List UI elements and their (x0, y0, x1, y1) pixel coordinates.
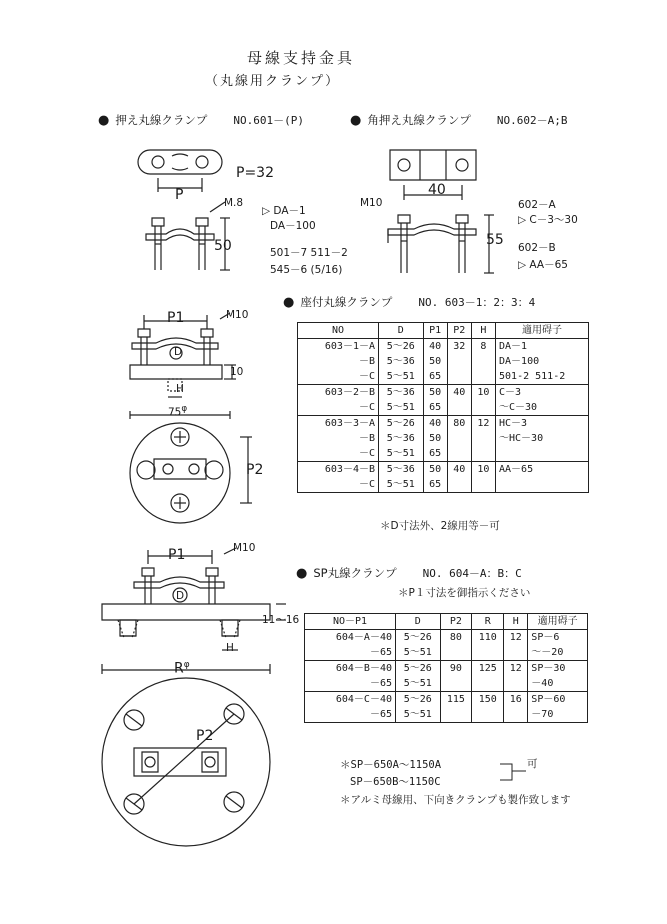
table-cell: 40 (423, 416, 447, 432)
section-602-heading (350, 112, 567, 128)
table-row (305, 645, 588, 661)
col-header: D (396, 614, 441, 630)
table-cell: －C (298, 477, 379, 493)
table-cell: 10 (471, 385, 495, 401)
sp-line-1: ＊SP－650A～1150A (340, 759, 442, 771)
section-604-code: NO. 604－A：B：C (422, 567, 522, 580)
table-cell (471, 369, 495, 385)
section-604-heading (296, 565, 522, 581)
insulator-601-1: ▷ DA－1 (262, 205, 306, 217)
table-cell: 40 (447, 462, 471, 478)
table-cell (504, 707, 528, 723)
dim-r-604: $R^\varphi$ (174, 660, 190, 677)
table-cell: AA－65 (496, 462, 589, 478)
table-row (298, 477, 589, 493)
table-cell (440, 645, 472, 661)
table-cell: 50 (423, 462, 447, 478)
table-cell: 604－C－40 (305, 692, 396, 708)
table-cell (471, 354, 495, 369)
table-cell: 5～36 (379, 462, 424, 478)
table-cell: C－3 (496, 385, 589, 401)
clamp-601-drawing (130, 140, 250, 290)
page-subtitle: （丸線用クランプ） (205, 74, 341, 89)
bracket-icon (500, 762, 530, 782)
col-header: NO－P1 (305, 614, 396, 630)
col-header: 適用碍子 (496, 323, 589, 339)
dim-40: 40 (428, 182, 446, 198)
dim-p-601: P (175, 187, 184, 203)
bullet-icon: ● (350, 113, 362, 128)
section-604-subnote: ＊P１寸法を御指示ください (398, 587, 531, 599)
table-header-row (298, 323, 589, 339)
sp-ok: 可 (527, 758, 538, 770)
table-cell: －65 (305, 676, 396, 692)
table-cell: 80 (440, 630, 472, 646)
table-header-row (305, 614, 588, 630)
label-m10-603: M10 (226, 309, 249, 321)
col-header: D (379, 323, 424, 339)
table-cell: 5～51 (379, 446, 424, 462)
table-cell (471, 446, 495, 462)
table-cell: 65 (423, 369, 447, 385)
table-cell: 50 (423, 354, 447, 369)
label-m10-602: M10 (360, 197, 383, 209)
section-602-code: NO.602－A;B (496, 114, 568, 127)
table-603-note: ＊D寸法外、2線用等－可 (380, 520, 500, 532)
table-cell: 12 (471, 416, 495, 432)
table-cell: SP－60 (528, 692, 588, 708)
section-603-heading (283, 294, 535, 310)
section-601-name: 押え丸線クランプ (115, 113, 208, 127)
table-cell (447, 400, 471, 416)
table-603 (297, 322, 589, 493)
table-cell: 5～26 (396, 661, 441, 677)
table-cell: 5～36 (379, 431, 424, 446)
table-cell: 12 (504, 630, 528, 646)
dim-h-603: H (176, 383, 184, 395)
table-row (305, 676, 588, 692)
clamp-603-drawing (112, 305, 282, 530)
bullet-icon: ● (98, 113, 110, 128)
table-cell: 5～51 (396, 707, 441, 723)
insulator-602-1: 602－A (518, 199, 556, 211)
table-cell: SP－6 (528, 630, 588, 646)
page-title: 母線支持金具 (247, 49, 356, 67)
table-cell: 604－A－40 (305, 630, 396, 646)
aluminium-note: ＊アルミ母線用、下向きクランプも製作致します (340, 794, 571, 806)
col-header: P2 (440, 614, 472, 630)
table-cell: 603－1－A (298, 339, 379, 355)
table-cell: DA－1 (496, 339, 589, 355)
insulator-601-3: 501－7 511－2 (270, 247, 348, 259)
table-cell: －C (298, 400, 379, 416)
table-cell: 5～26 (396, 630, 441, 646)
insulator-602-4: ▷ AA－65 (518, 259, 568, 271)
table-cell: HC－3 (496, 416, 589, 432)
table-cell: 501-2 511-2 (496, 369, 589, 385)
table-cell: 50 (423, 385, 447, 401)
table-cell: －40 (528, 676, 588, 692)
table-row (305, 661, 588, 677)
table-row (298, 369, 589, 385)
dim-d-604: D (176, 590, 185, 602)
table-cell: 110 (472, 630, 504, 646)
table-604 (304, 613, 588, 723)
table-cell: 90 (440, 661, 472, 677)
insulator-601-4: 545－6 (5/16) (270, 264, 343, 276)
table-cell: －B (298, 354, 379, 369)
table-cell: 125 (472, 661, 504, 677)
table-cell (447, 446, 471, 462)
section-603-code: NO. 603－1：2：3：4 (418, 296, 536, 309)
table-cell: 12 (504, 661, 528, 677)
table-cell (472, 645, 504, 661)
table-row (298, 462, 589, 478)
table-cell: 40 (423, 339, 447, 355)
table-cell: 40 (447, 385, 471, 401)
table-cell: 150 (472, 692, 504, 708)
dim-h-604: H (226, 642, 234, 654)
table-cell: 115 (440, 692, 472, 708)
table-cell: 10 (471, 462, 495, 478)
table-cell: －65 (305, 645, 396, 661)
table-cell: 5～36 (379, 354, 424, 369)
table-cell: 8 (471, 339, 495, 355)
table-cell: －B (298, 431, 379, 446)
table-cell: 603－3－A (298, 416, 379, 432)
table-cell: 65 (423, 400, 447, 416)
table-cell (472, 676, 504, 692)
section-601-code: NO.601－(P) (233, 114, 304, 127)
dim-diameter-603: $75^\varphi$ (168, 404, 188, 419)
table-cell: 5～26 (379, 416, 424, 432)
table-row (298, 416, 589, 432)
table-cell (447, 477, 471, 493)
col-header: P1 (423, 323, 447, 339)
table-cell (447, 431, 471, 446)
table-cell (504, 645, 528, 661)
table-cell (440, 676, 472, 692)
table-cell: SP－30 (528, 661, 588, 677)
insulator-602-3: 602－B (518, 242, 556, 254)
table-cell: 5～51 (396, 645, 441, 661)
table-cell: 65 (423, 477, 447, 493)
bullet-icon: ● (296, 566, 308, 581)
col-header: P2 (447, 323, 471, 339)
table-cell: 603－4－B (298, 462, 379, 478)
table-cell (471, 400, 495, 416)
table-row (305, 630, 588, 646)
table-cell (440, 707, 472, 723)
table-cell: 5～51 (379, 369, 424, 385)
dim-10-603: 10 (230, 366, 244, 378)
table-cell: 50 (423, 431, 447, 446)
table-cell (496, 477, 589, 493)
table-cell: ～C－30 (496, 400, 589, 416)
dim-p1-603: P1 (167, 310, 185, 326)
table-cell: －70 (528, 707, 588, 723)
dim-55: 55 (486, 232, 504, 248)
table-row (298, 431, 589, 446)
label-m10-604: M10 (233, 542, 256, 554)
insulator-602-2: ▷ C－3～30 (518, 214, 578, 226)
col-header: H (504, 614, 528, 630)
table-cell: －C (298, 369, 379, 385)
table-cell: DA－100 (496, 354, 589, 369)
table-cell: 80 (447, 416, 471, 432)
table-row (298, 354, 589, 369)
section-603-name: 座付丸線クランプ (300, 295, 393, 309)
table-cell: －65 (305, 707, 396, 723)
table-cell: 5～51 (396, 676, 441, 692)
table-cell (471, 431, 495, 446)
clamp-604-drawing (90, 540, 290, 840)
table-cell: 604－B－40 (305, 661, 396, 677)
table-cell: 5～36 (379, 385, 424, 401)
table-cell: ～－20 (528, 645, 588, 661)
sp-line-2: SP－650B～1150C (350, 776, 441, 788)
table-cell: －C (298, 446, 379, 462)
table-row (298, 385, 589, 401)
dim-p32: P=32 (236, 165, 274, 181)
table-cell: 5～26 (379, 339, 424, 355)
table-cell (447, 354, 471, 369)
table-cell (504, 676, 528, 692)
col-header: H (471, 323, 495, 339)
table-cell: 5～26 (396, 692, 441, 708)
col-header: 適用碍子 (528, 614, 588, 630)
table-row (298, 400, 589, 416)
table-cell: 16 (504, 692, 528, 708)
bullet-icon: ● (283, 295, 295, 310)
table-cell: 32 (447, 339, 471, 355)
table-row (298, 339, 589, 355)
dim-p1-604: P1 (168, 547, 186, 563)
table-cell: ～HC－30 (496, 431, 589, 446)
table-row (298, 446, 589, 462)
table-cell (472, 707, 504, 723)
clamp-602-drawing (380, 145, 510, 280)
section-601-heading (98, 112, 304, 128)
table-row (305, 692, 588, 708)
col-header: R (472, 614, 504, 630)
table-cell: 5～51 (379, 477, 424, 493)
insulator-601-2: DA－100 (270, 220, 316, 232)
dim-p2-603: P2 (246, 462, 264, 478)
section-604-name: SP丸線クランプ (313, 566, 397, 580)
table-cell: 603－2－B (298, 385, 379, 401)
table-cell (496, 446, 589, 462)
section-602-name: 角押え丸線クランプ (367, 113, 471, 127)
dim-d-603: D (174, 346, 183, 358)
dim-50: 50 (214, 238, 232, 254)
table-cell (471, 477, 495, 493)
dim-p2-604: P2 (196, 728, 214, 744)
dim-11-16: 11～16 (262, 614, 300, 626)
table-cell (447, 369, 471, 385)
label-m8: M.8 (224, 197, 244, 209)
table-row (305, 707, 588, 723)
col-header: NO (298, 323, 379, 339)
table-cell: 65 (423, 446, 447, 462)
table-cell: 5～51 (379, 400, 424, 416)
